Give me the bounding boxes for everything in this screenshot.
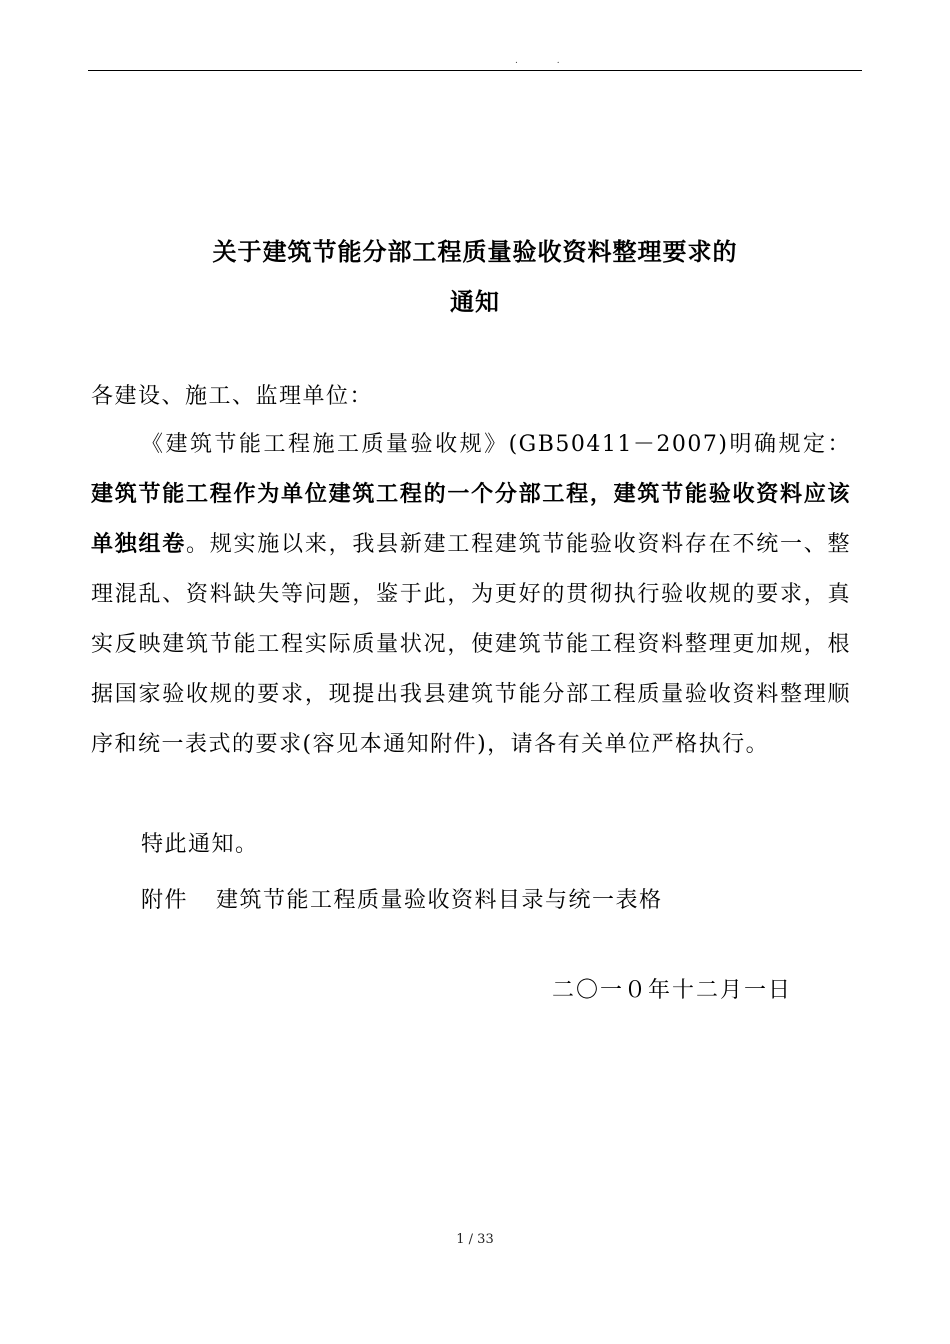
closing-text: 特此通知。 [141,832,259,857]
document-title: 关于建筑节能分部工程质量验收资料整理要求的 [212,238,738,266]
header-mark: . . [515,56,578,66]
attachment-title: 建筑节能工程质量验收资料目录与统一表格 [216,888,663,913]
body-bold-statement: 建筑节能工程作为单位建筑工程的一个分部工程，建筑节能验收资料应该单独组卷 [91,482,851,557]
body-intro: 《建筑节能工程施工质量验收规》(GB50411－2007)明确规定： [141,432,851,457]
salutation: 各建设、施工、监理单位： [91,384,374,409]
issue-date: 二〇一０年十二月一日 [552,978,793,1003]
document-title-line2: 通知 [450,288,500,316]
page-number: 1 / 33 [456,1232,494,1247]
header-rule [88,70,862,71]
attachment-label: 附件 [141,888,189,913]
body-rest: 。规实施以来，我县新建工程建筑节能验收资料存在不统一、整理混乱、资料缺失等问题，鉴于此，为更好的贯彻执行验收规的要求，真实反映建筑节能工程实际质量状况，使建筑节能工程资料整理更加规，根据国家验收规的要求，现提出我县建筑节能分部工程质量验收资料整理顺序和统一表式的要求(容见本通知附件)，请各有关单位严格执行。 [91,532,851,757]
body-paragraph [91,420,851,770]
attachment-line [141,876,901,926]
